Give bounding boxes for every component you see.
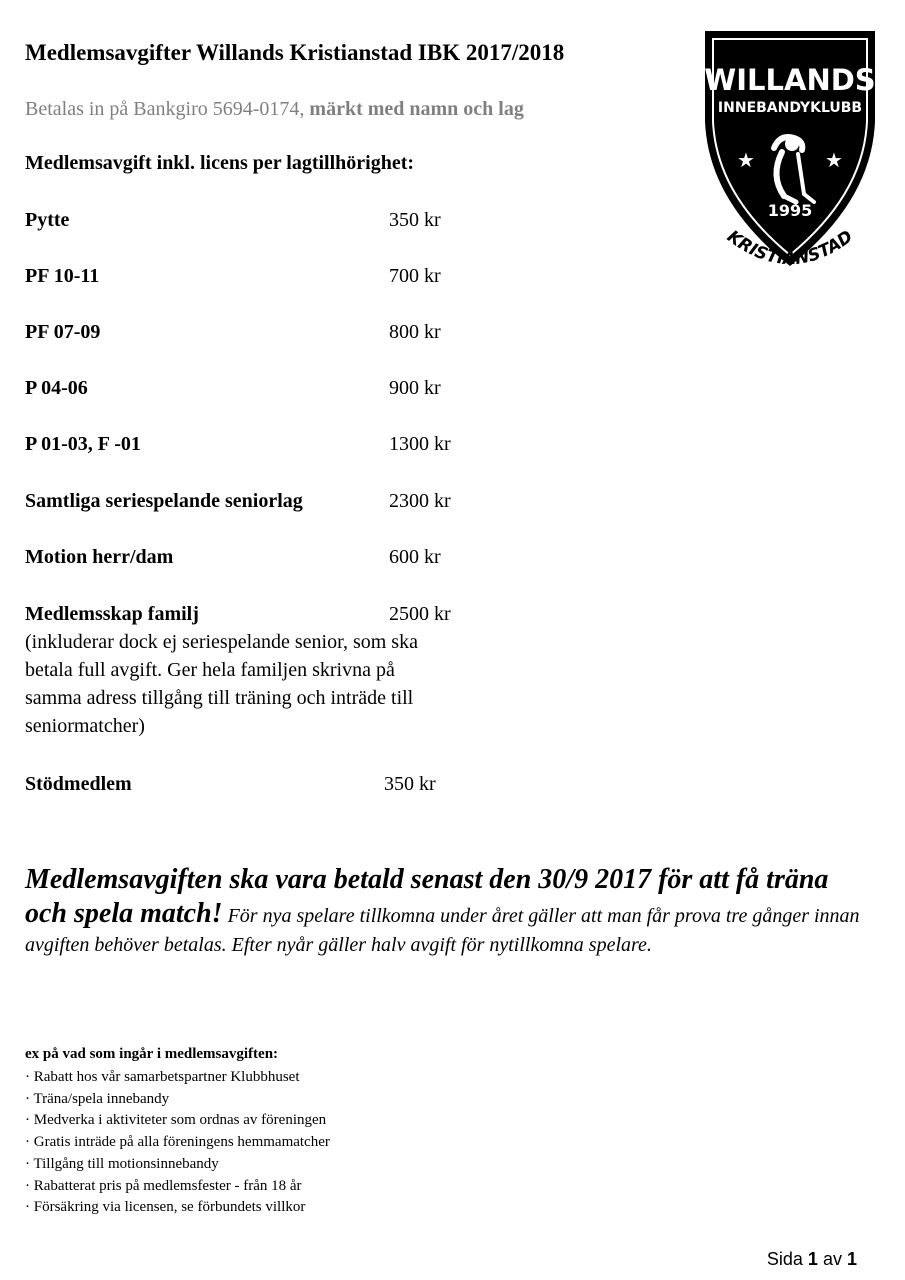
family-membership-note: (inkluderar dock ej seriespelande senior, som ska betala full avgift. Ger hela familjen skrivna på samma adress tillgång till träning och inträde till seniormatcher) (25, 631, 418, 737)
star-icon (737, 148, 755, 172)
club-logo (700, 26, 880, 286)
deadline-emphasis: Medlemsavgiften ska vara betald senast den 30/9 2017 för att få träna och spela match! (25, 864, 829, 929)
logo-title: WILLANDS (704, 63, 876, 97)
svg-text:★: ★ (825, 148, 843, 172)
fee-name-senior: Samtliga seriespelande seniorlag (25, 490, 303, 512)
list-item: · Medverka i aktiviteter som ordnas av föreningen (25, 1112, 327, 1129)
fee-price-pf-07-09: 800 kr (389, 321, 441, 343)
payment-instructions (25, 98, 524, 121)
list-item: · Träna/spela innebandy (25, 1090, 170, 1107)
list-item: · Rabatt hos vår samarbetspartner Klubbhuset (25, 1069, 300, 1085)
fee-name-pytte: Pytte (25, 209, 70, 231)
fee-price-p-01-03: 1300 kr (389, 433, 451, 455)
fee-name-motion: Motion herr/dam (25, 546, 174, 568)
deadline-details: För nya spelare tillkomna under året gäller att man får prova tre gånger innan avgiften behöver betalas. Efter nyår gäller halv avgift för nytillkomna spelare. (25, 905, 860, 956)
fee-price-motion: 600 kr (389, 546, 441, 568)
svg-text:★: ★ (737, 148, 755, 172)
fee-name-p-01-03: P 01-03, F -01 (25, 433, 141, 455)
fee-name-pf-07-09: PF 07-09 (25, 321, 101, 343)
fee-name-pf-10-11: PF 10-11 (25, 265, 100, 287)
logo-city: KRISTIANSTAD (723, 226, 857, 270)
page-title: Medlemsavgifter Willands Kristianstad IBK 2017/2018 (25, 40, 565, 65)
fees-heading: Medlemsavgift inkl. licens per lagtillhörighet: (25, 152, 415, 174)
fee-price-pytte: 350 kr (389, 209, 441, 231)
page-number (767, 1249, 857, 1270)
page-number-total: 1 (846, 1249, 857, 1269)
logo-subtitle: INNEBANDYKLUBB (717, 100, 863, 116)
list-item: · Försäkring via licensen, se förbundets villkor (25, 1199, 306, 1216)
fee-name-p-04-06: P 04-06 (25, 377, 88, 399)
deadline-paragraph (25, 863, 870, 960)
logo-year: 1995 (767, 201, 813, 220)
list-item: · Rabatterat pris på medlemsfester - från 18 år (25, 1177, 302, 1194)
star-icon (825, 148, 843, 172)
list-item: · Tillgång till motionsinnebandy (25, 1155, 219, 1172)
page-number-middle: av (822, 1249, 842, 1269)
included-list (25, 1067, 330, 1219)
fee-name-supporter: Stödmedlem (25, 773, 132, 795)
fee-price-pf-10-11: 700 kr (389, 265, 441, 287)
payment-bankgiro: Betalas in på Bankgiro 5694-0174, (25, 98, 305, 120)
page-number-prefix: Sida (766, 1249, 803, 1269)
payment-marking: märkt med namn och lag (309, 98, 524, 120)
fee-name-family: Medlemsskap familj (25, 603, 199, 625)
page-number-current: 1 (807, 1249, 818, 1269)
list-item: · Gratis inträde på alla föreningens hemmamatcher (25, 1134, 330, 1151)
included-heading: ex på vad som ingår i medlemsavgiften: (25, 1046, 279, 1062)
fee-price-p-04-06: 900 kr (389, 377, 441, 399)
fee-price-supporter: 350 kr (384, 773, 436, 795)
fee-price-family: 2500 kr (389, 603, 451, 625)
fee-price-senior: 2300 kr (389, 490, 451, 512)
